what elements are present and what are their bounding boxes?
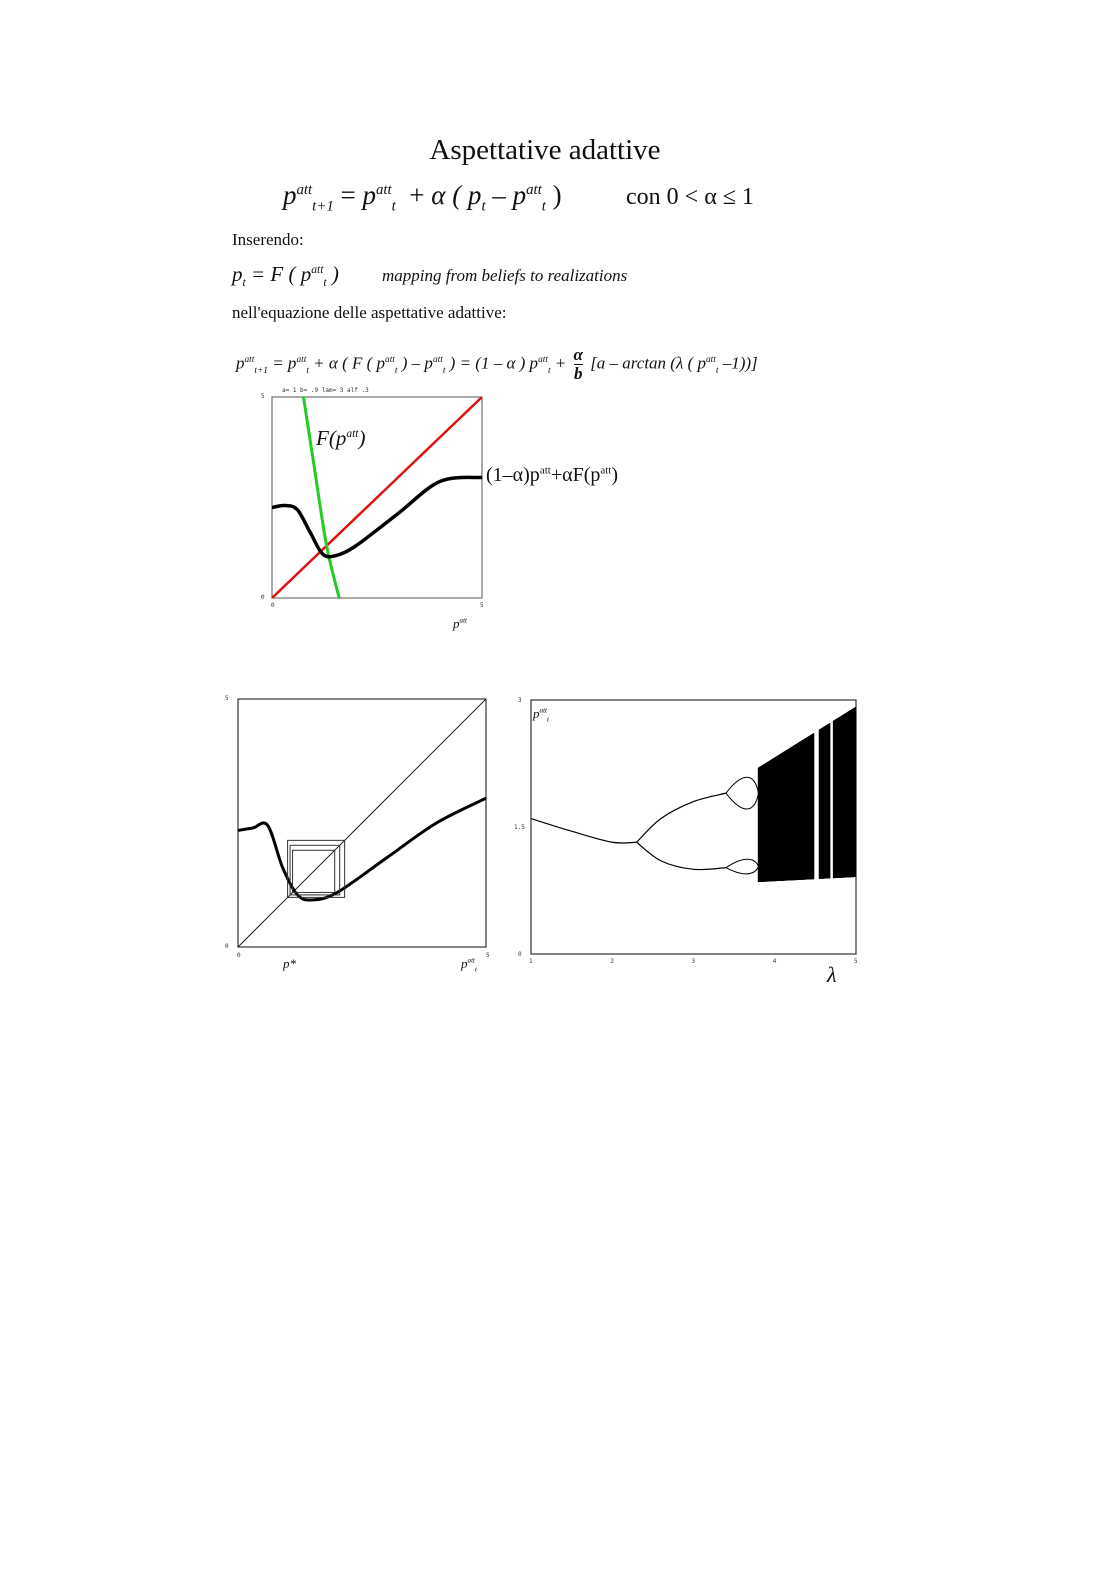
map-F-curve xyxy=(304,397,340,598)
nell-label: nell'equazione delle aspettative adattive: xyxy=(232,303,507,322)
alpha-condition: con 0 < α ≤ 1 xyxy=(626,184,754,210)
bifurcation-bubble xyxy=(726,777,759,809)
label-combined-map: $(1-\alpha)p^{att}+\alpha F(p^{att})$ xyxy=(486,464,619,486)
combined-equation: $p^{att}_{t+1} = p^{att}_t + \alpha$ ( F ( $p^{att}_t$ ) – $p^{att}_t$ ) = (1 – α ) $p^{att}_t$ + $\frac{\alpha}{b}$ [a – arctan (λ ( $p^{att}_t$ –1))] xyxy=(236,345,758,383)
bl-chart-tick-y-top: 5 xyxy=(225,695,229,702)
br-chart-x-tick: 1 xyxy=(529,958,533,965)
br-chart-x-tick: 2 xyxy=(610,958,614,965)
bifurcation-bubble xyxy=(726,859,759,874)
bl-chart-p-star-label: p* xyxy=(283,956,296,971)
br-chart-y-label: $p^{att}_t$ xyxy=(533,706,550,724)
diagonal-line xyxy=(272,397,482,598)
top-chart-tick-y-top: 5 xyxy=(261,393,265,400)
top-chart-tick-y-bottom: 0 xyxy=(261,594,265,601)
bifurcation-branch xyxy=(531,819,637,844)
cobweb-map-curve xyxy=(238,798,486,900)
bl-chart-tick-x-left: 0 xyxy=(237,952,241,959)
bl-chart-tick-y-bottom: 0 xyxy=(225,943,229,950)
br-chart-x-tick: 3 xyxy=(691,958,696,965)
mapping-note: mapping from beliefs to realizations xyxy=(382,266,628,285)
bl-chart-tick-x-right: 5 xyxy=(486,952,490,959)
bl-chart-x-label: $p^{att}_t$ xyxy=(461,956,478,974)
br-chart-tick-y-bottom: 0 xyxy=(518,951,522,958)
alpha-over-b-fraction: $\frac{\alpha}{b}$ xyxy=(573,345,583,383)
label-F-p-att: $F(p^{att})$ xyxy=(316,426,366,450)
top-chart-tick-x-left: 0 xyxy=(271,602,275,609)
page-title: Aspettative adattive xyxy=(429,134,661,166)
adaptive-map-curve xyxy=(272,477,482,556)
inserendo-label: Inserendo: xyxy=(232,230,304,249)
br-chart-x-tick: 5 xyxy=(854,958,858,965)
br-chart-x-label: λ xyxy=(827,962,837,987)
mapping-equation: $p_t = F$ ( $p^{att}_t$ ) xyxy=(232,262,339,290)
bifurcation-branch xyxy=(637,842,726,869)
top-chart-x-label: $p^{att}$ xyxy=(453,616,468,631)
br-chart-x-tick: 4 xyxy=(772,958,777,965)
bifurcation-branch xyxy=(637,793,726,842)
top-chart-tick-x-right: 5 xyxy=(480,602,484,609)
cobweb-diagonal xyxy=(238,699,486,947)
br-chart-tick-y-mid: 1.5 xyxy=(514,824,525,831)
br-chart-tick-y-top: 3 xyxy=(518,697,522,704)
top-chart-parameters: a= 1 b= .9 lam= 3 alf .3 xyxy=(282,387,369,394)
adaptive-expectations-equation: $p^{att}_{t+1} = p^{att}_t + \alpha$ ( $p_t - p^{att}_t$ ) xyxy=(283,180,562,215)
